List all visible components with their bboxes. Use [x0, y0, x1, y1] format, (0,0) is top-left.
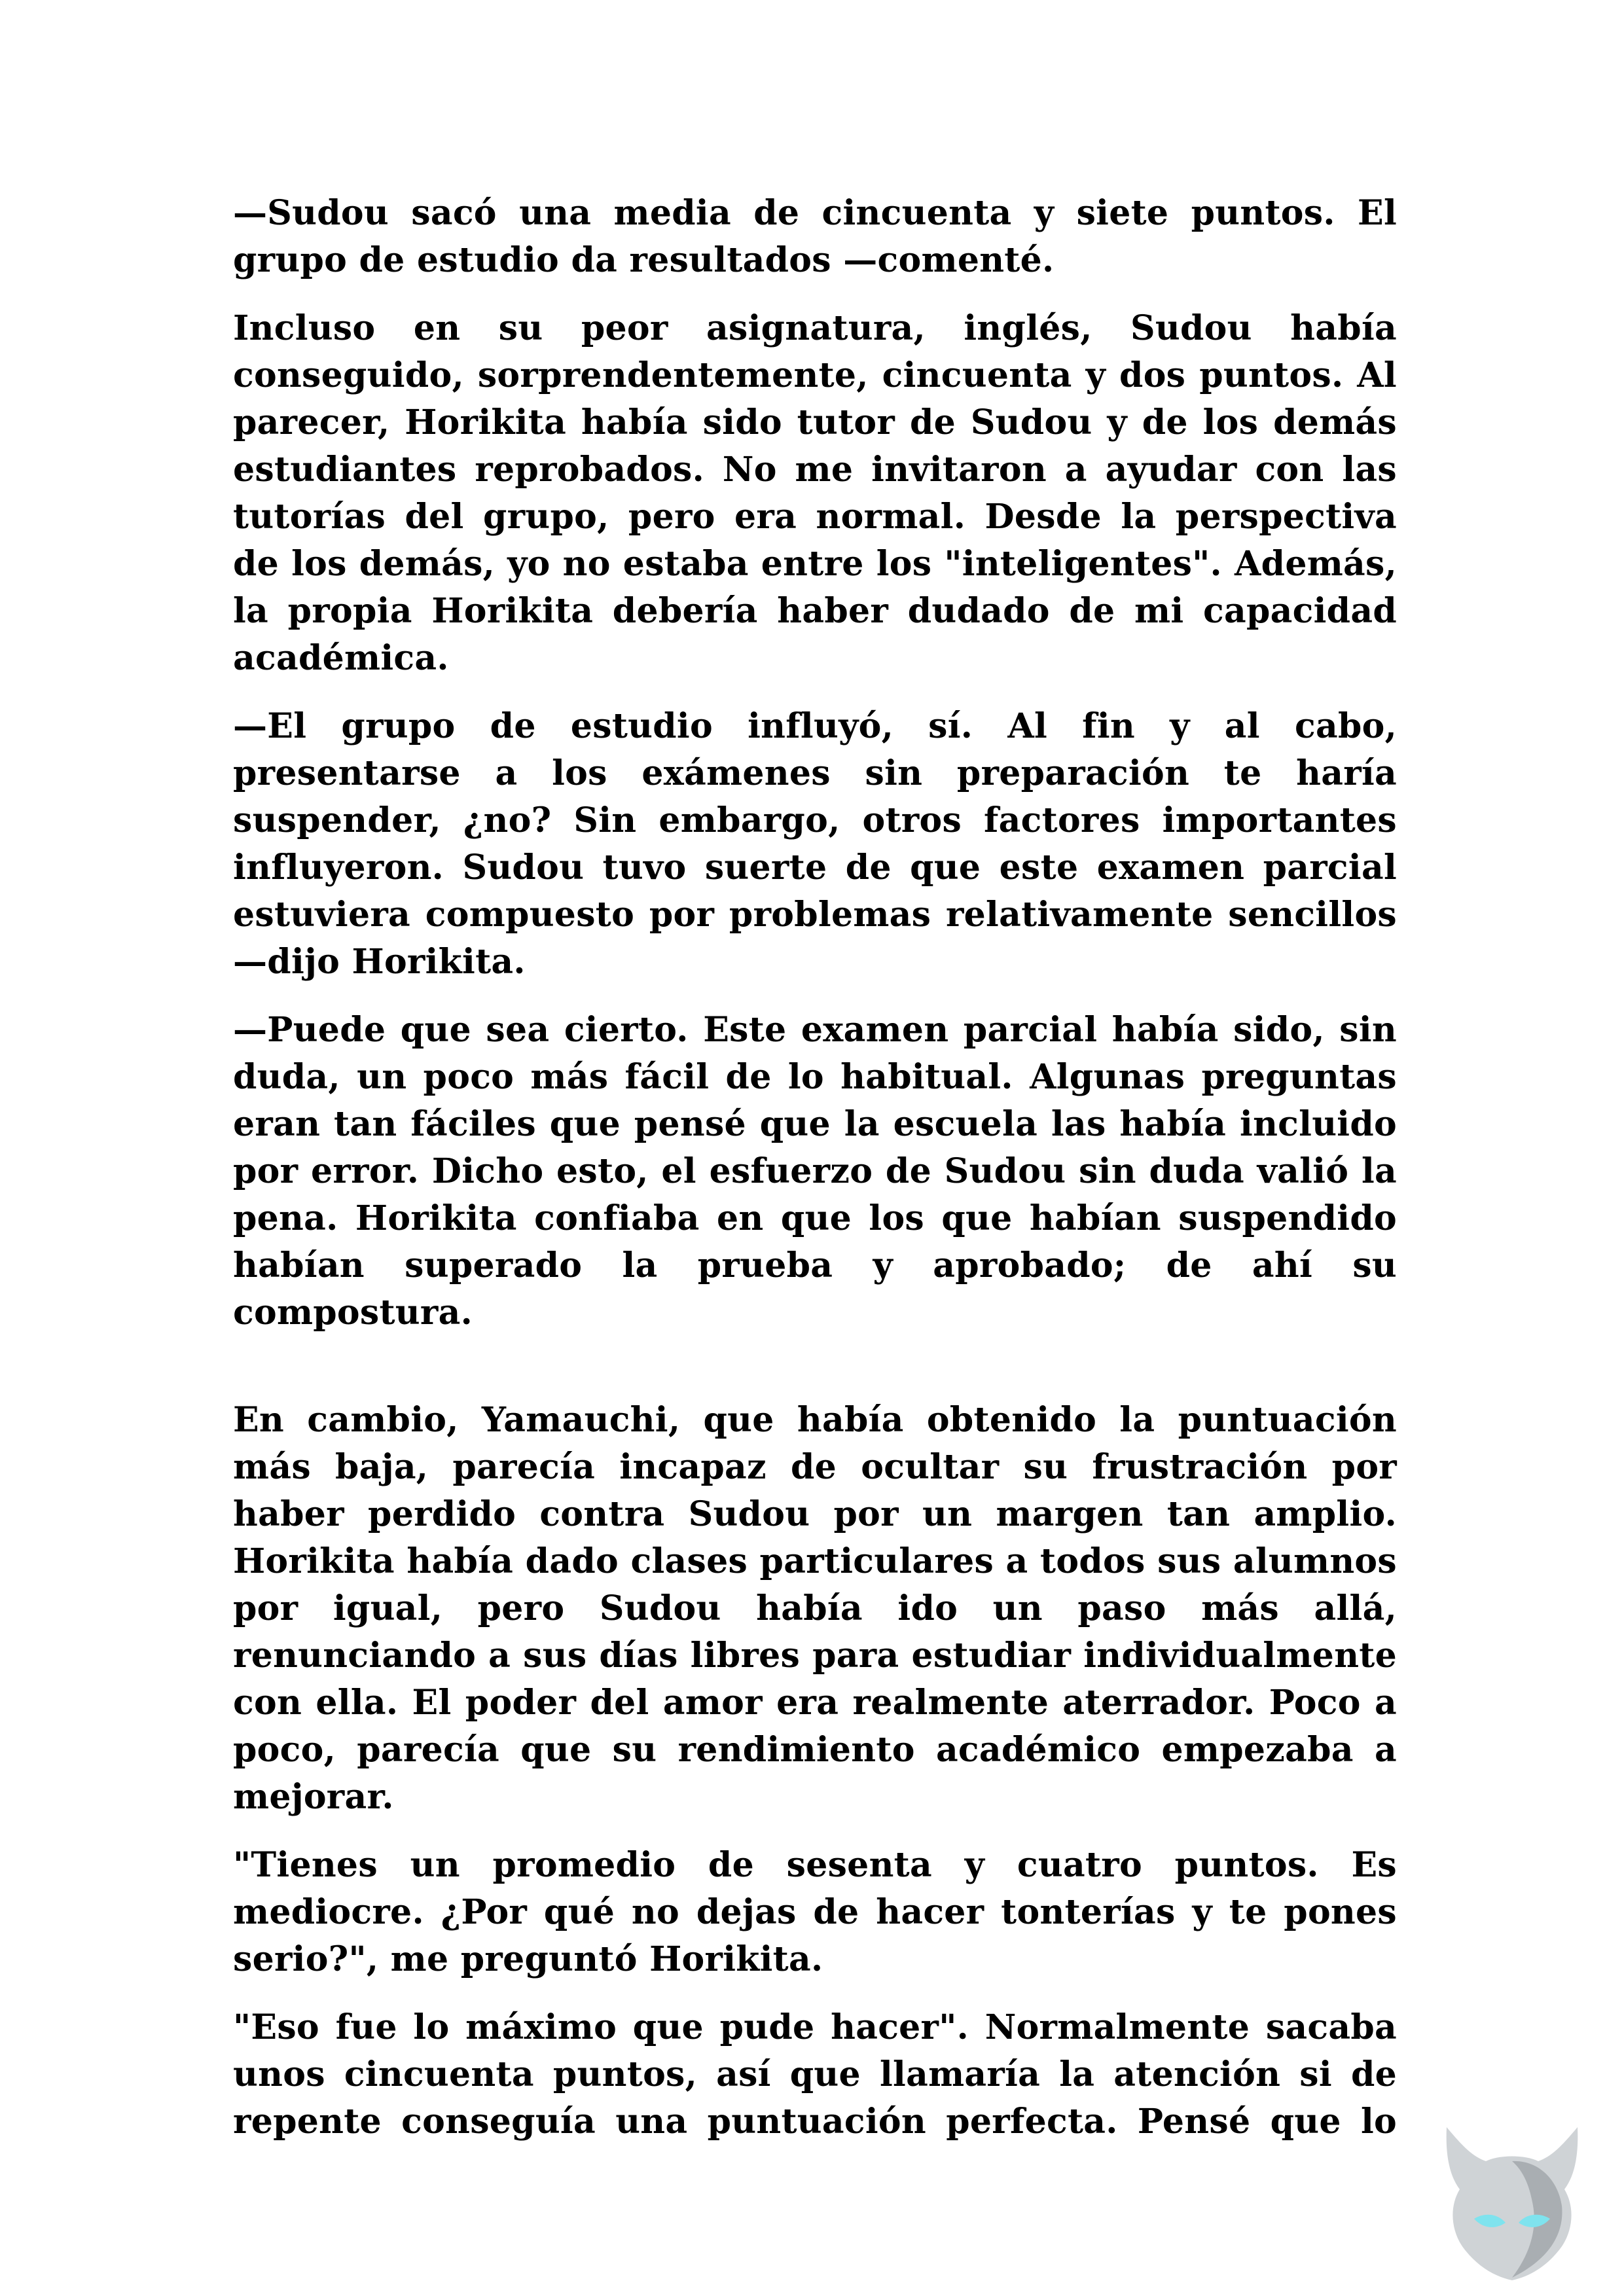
paragraph-7: "Eso fue lo máximo que pude hacer". Normalmente sacaba unos cincuenta puntos, así que llamaría la atención si de repente conseguía una puntuación perfecta. Pensé que lo — [233, 2007, 1397, 2142]
paragraph-6: "Tienes un promedio de sesenta y cuatro puntos. Es mediocre. ¿Por qué no dejas de hacer tonterías y te pones serio?", me preguntó Horikita. — [233, 1845, 1397, 1979]
paragraph-3: —El grupo de estudio influyó, sí. Al fin y al cabo, presentarse a los exámenes sin preparación te haría suspender, ¿no? Sin embargo, otros factores importantes influyeron. Sudou tuvo suerte de que este examen parcial estuviera compuesto por problemas relativamente sencillos —dijo Horikita. — [233, 706, 1397, 982]
paragraph-2: Incluso en su peor asignatura, inglés, Sudou había conseguido, sorprendentemente, cincuenta y dos puntos. Al parecer, Horikita había sido tutor de Sudou y de los demás estudiantes reprobados. No me invitaron a ayudar con las tutorías del grupo, pero era normal. Desde la perspectiva de los demás, yo no estaba entre los "inteligentes". Además, la propia Horikita debería haber dudado de mi capacidad académica. — [233, 308, 1397, 678]
demon-head-logo-icon — [1434, 2121, 1591, 2284]
paragraph-4: —Puede que sea cierto. Este examen parcial había sido, sin duda, un poco más fácil de lo habitual. Algunas preguntas eran tan fáciles que pensé que la escuela las había incluido por error. Dicho esto, el esfuerzo de Sudou sin duda valió la pena. Horikita confiaba en que los que habían suspendido habían superado la prueba y aprobado; de ahí su compostura. — [233, 1010, 1397, 1333]
paragraph-5: En cambio, Yamauchi, que había obtenido la puntuación más baja, parecía incapaz de ocultar su frustración por haber perdido contra Sudou por un margen tan amplio. Horikita había dado clases particulares a todos sus alumnos por igual, pero Sudou había ido un paso más allá, renunciando a sus días libres para estudiar individualmente con ella. El poder del amor era realmente aterrador. Poco a poco, parecía que su rendimiento académico empezaba a mejorar. — [233, 1400, 1397, 1817]
paragraph-1: —Sudou sacó una media de cincuenta y siete puntos. El grupo de estudio da resultados —comenté. — [233, 193, 1397, 280]
body-text — [233, 190, 1397, 2166]
